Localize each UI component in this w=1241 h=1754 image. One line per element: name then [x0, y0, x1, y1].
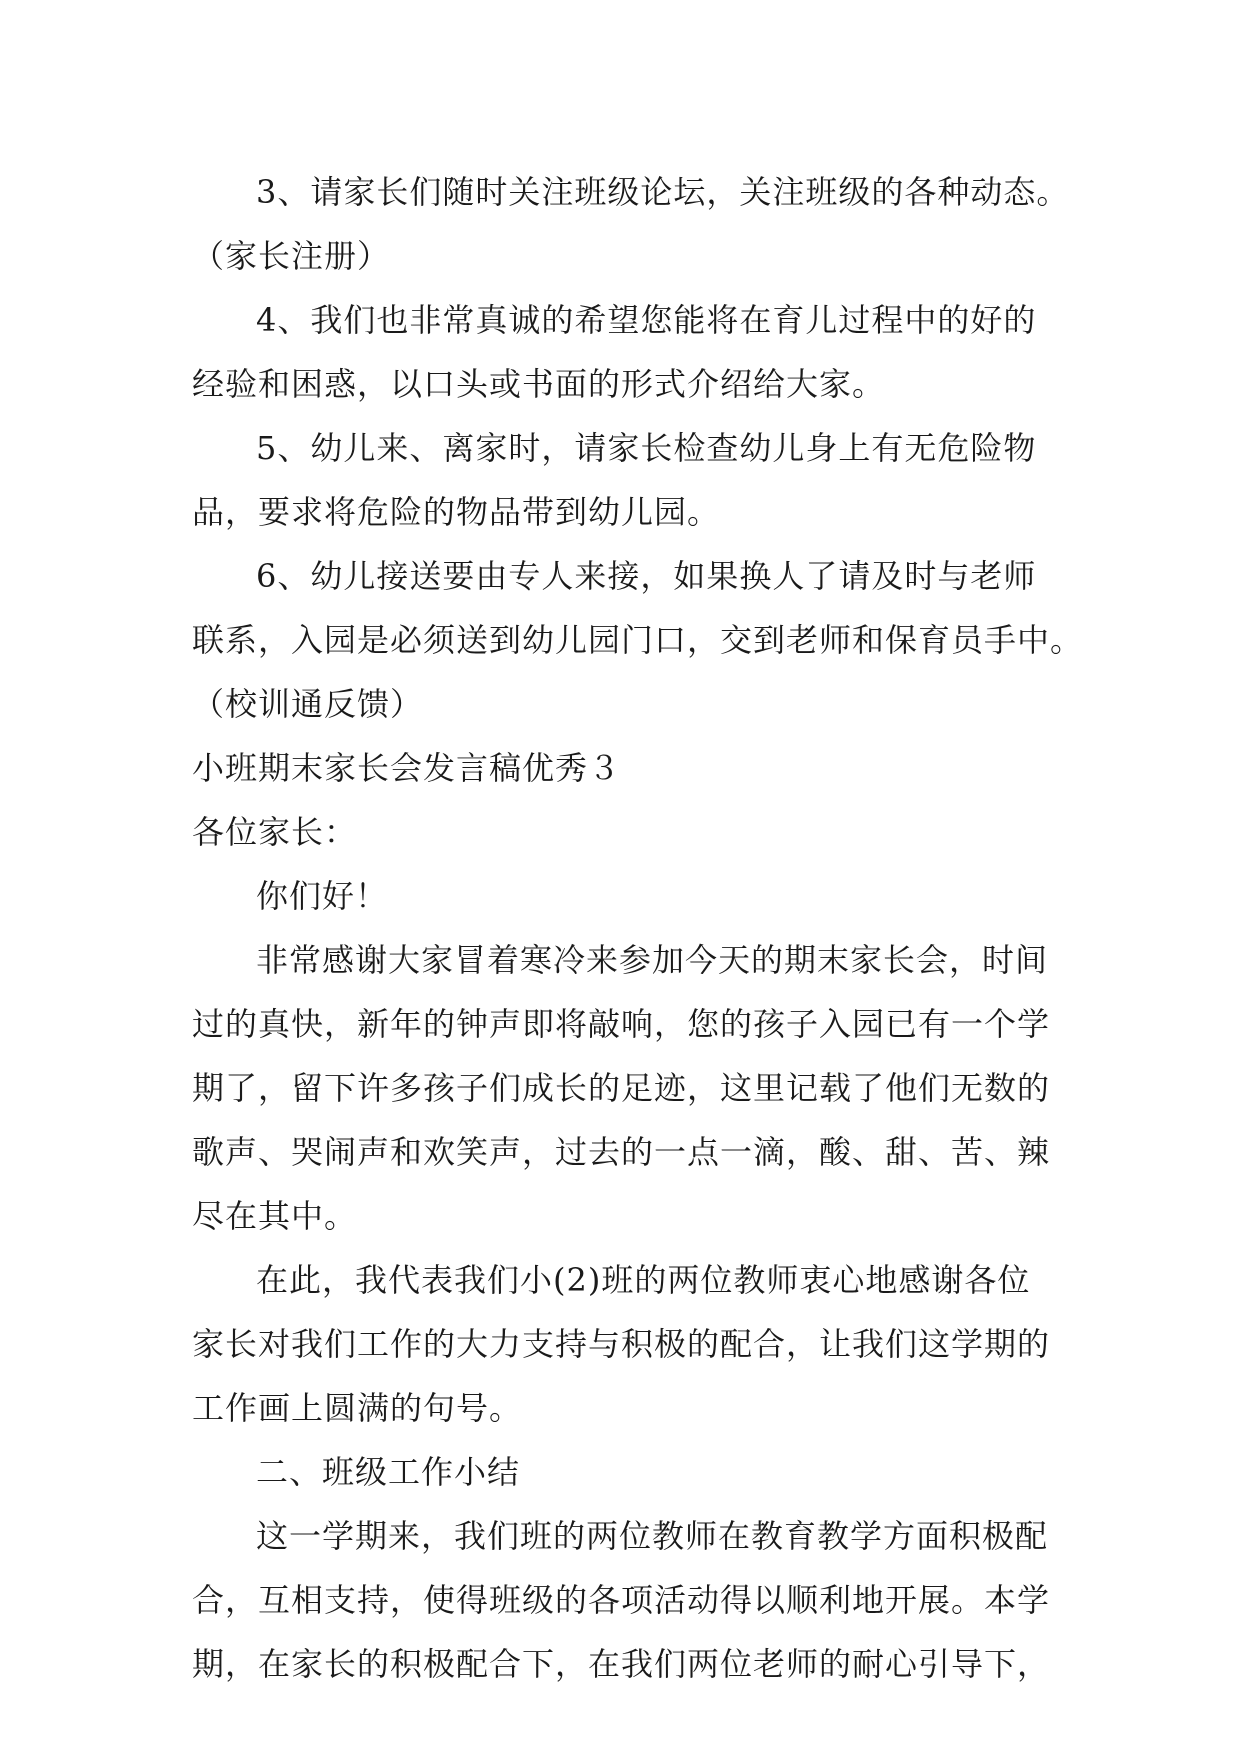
paragraph-line: 在此，我代表我们小(2)班的两位教师衷心地感谢各位 — [256, 1261, 1031, 1299]
salutation: 各位家长： — [192, 813, 358, 851]
paragraph-line: 品，要求将危险的物品带到幼儿园。 — [192, 493, 721, 531]
paragraph-line: （校训通反馈） — [192, 685, 424, 723]
paragraph-line: （家长注册） — [192, 237, 391, 275]
paragraph-line: 过的真快，新年的钟声即将敲响，您的孩子入园已有一个学 — [192, 1005, 1051, 1043]
paragraph-line: 4、我们也非常真诚的希望您能将在育儿过程中的好的 — [256, 301, 1037, 339]
paragraph-line: 合，互相支持，使得班级的各项活动得以顺利地开展。本学 — [192, 1581, 1051, 1619]
paragraph-line: 非常感谢大家冒着寒冷来参加今天的期末家长会，时间 — [256, 941, 1049, 979]
paragraph-line: 工作画上圆满的句号。 — [192, 1389, 523, 1427]
greeting: 你们好！ — [256, 877, 389, 915]
paragraph-line: 6、幼儿接送要由专人来接，如果换人了请及时与老师 — [256, 557, 1037, 595]
paragraph-line: 这一学期来，我们班的两位教师在教育教学方面积极配 — [256, 1517, 1049, 1555]
paragraph-line: 3、请家长们随时关注班级论坛，关注班级的各种动态。 — [256, 173, 1070, 211]
paragraph-line: 联系，入园是必须送到幼儿园门口，交到老师和保育员手中。 — [192, 621, 1084, 659]
subsection-heading: 二、班级工作小结 — [256, 1453, 521, 1491]
paragraph-line: 经验和困惑，以口头或书面的形式介绍给大家。 — [192, 365, 886, 403]
paragraph-line: 期了，留下许多孩子们成长的足迹，这里记载了他们无数的 — [192, 1069, 1051, 1107]
section-title: 小班期末家长会发言稿优秀３ — [192, 749, 622, 787]
paragraph-line: 歌声、哭闹声和欢笑声，过去的一点一滴，酸、甜、苦、辣 — [192, 1133, 1051, 1171]
paragraph-line: 尽在其中。 — [192, 1197, 358, 1235]
paragraph-line: 家长对我们工作的大力支持与积极的配合，让我们这学期的 — [192, 1325, 1051, 1363]
paragraph-line: 5、幼儿来、离家时，请家长检查幼儿身上有无危险物 — [256, 429, 1037, 467]
paragraph-line: 期，在家长的积极配合下，在我们两位老师的耐心引导下， — [192, 1645, 1051, 1683]
document-body — [192, 160, 1082, 1696]
